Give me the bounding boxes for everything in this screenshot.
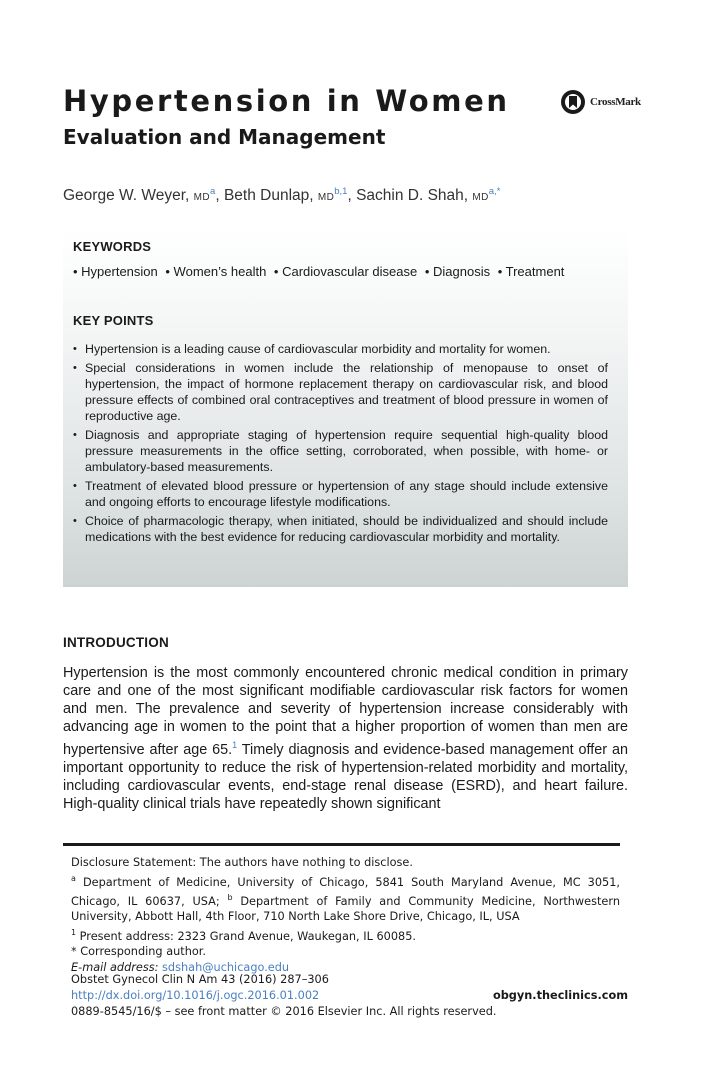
email-link[interactable]: sdshah@uchicago.edu: [162, 960, 290, 974]
crossmark-label: CrossMark: [590, 96, 641, 108]
keywords-keypoints-box: [63, 230, 628, 587]
keywords-list: [73, 264, 568, 279]
corresponding-author: * Corresponding author.: [71, 945, 206, 959]
key-point-item: • Hypertension is a leading cause of cardiovascular morbidity and mortality for women.: [73, 341, 608, 357]
key-points-heading: KEY POINTS: [73, 313, 154, 328]
keyword-item: • Cardiovascular disease: [273, 264, 418, 279]
author-separator: ,: [215, 187, 224, 205]
author-name: Sachin D. Shah,: [356, 187, 473, 205]
present-address-mark: 1: [71, 927, 77, 937]
affiliation-mark: b: [227, 892, 233, 902]
article-subtitle: Evaluation and Management: [63, 125, 386, 149]
journal-citation: Obstet Gynecol Clin N Am 43 (2016) 287–306: [71, 973, 329, 986]
affiliation-a: Department of Medicine, University of Chicago, 5841 South Maryland Avenue, MC 3051, Chicago, IL 60637, USA;: [71, 875, 620, 908]
key-point-item: • Treatment of elevated blood pressure or hypertension of any stage should include extensive and ongoing efforts to encourage lifestyle modifications.: [73, 478, 608, 510]
publication-info: [71, 972, 628, 1020]
introduction-text: Timely diagnosis and evidence-based management offer an important opportunity to reduce the risk of hypertension-related morbidity and mortality, including cardiovascular events, end-stage renal disease (ESRD), and heart failure. High-quality clinical trials have repeatedly shown significant: [63, 742, 628, 813]
crossmark-icon: [560, 89, 586, 115]
keyword-item: • Diagnosis: [424, 264, 491, 279]
present-address: [71, 925, 620, 944]
keyword-item: • Hypertension: [73, 264, 158, 279]
affiliation-mark: a: [71, 873, 76, 883]
author-affiliation-mark[interactable]: b,1: [334, 186, 348, 197]
author-name: Beth Dunlap,: [223, 187, 318, 205]
doi-link[interactable]: http://dx.doi.org/10.1016/j.ogc.2016.01.002: [71, 989, 320, 1002]
present-address-text: Present address: 2323 Grand Avenue, Waukegan, IL 60085.: [76, 929, 416, 943]
key-points-list: [73, 341, 608, 548]
key-point-item: • Special considerations in women include the relationship of menopause to onset of hypertension, the impact of hormone replacement therapy on cardiovascular risk, and blood pressure effects of combined oral contraceptives and treatment of blood pressure in women of reproductive age.: [73, 360, 608, 424]
author-degree: MD: [472, 192, 489, 204]
key-point-item: • Diagnosis and appropriate staging of hypertension require sequential high-quality blood pressure measurements in the office setting, corroborated, when possible, with home- or ambulatory-based measurements.: [73, 427, 608, 475]
keyword-item: • Women’s health: [165, 264, 267, 279]
key-point-item: • Choice of pharmacologic therapy, when initiated, should be individualized and should include medications with the best evidence for reducing cardiovascular morbidity and mortality.: [73, 513, 608, 545]
journal-website[interactable]: obgyn.theclinics.com: [492, 989, 628, 1002]
author-degree: MD: [317, 192, 335, 204]
footnotes: [71, 855, 620, 975]
author-degree: MD: [193, 192, 211, 204]
reference-link[interactable]: 1: [232, 740, 238, 751]
keyword-item: • Treatment: [497, 264, 565, 279]
crossmark-badge[interactable]: [560, 89, 641, 115]
author-list: [63, 186, 500, 205]
author-separator: ,: [347, 187, 357, 205]
introduction-text: Hypertension is the most commonly encountered chronic medical condition in primary care and one of the most significant modifiable cardiovascular risk factors for women and men. The prevalence and severity of hypertension increase considerably with advancing age in women to the point that a higher proportion of women than men are hypertensive after age 65.: [63, 665, 628, 759]
introduction-heading: INTRODUCTION: [63, 635, 169, 650]
keywords-heading: KEYWORDS: [73, 239, 152, 254]
copyright-line: 0889-8545/16/$ – see front matter © 2016 Elsevier Inc. All rights reserved.: [71, 1005, 497, 1018]
affiliations: [71, 871, 620, 925]
affiliation-b: Department of Family and Community Medicine, Northwestern University, Abbott Hall, 4th Floor, 710 North Lake Shore Drive, Chicago, IL, USA: [71, 894, 620, 924]
email-label: E-mail address:: [71, 960, 159, 974]
introduction-paragraph: [63, 664, 628, 814]
author-affiliation-mark[interactable]: a,*: [488, 186, 501, 197]
author-affiliation-mark[interactable]: a: [210, 186, 216, 197]
disclosure-statement: Disclosure Statement: The authors have nothing to disclose.: [71, 856, 413, 869]
author-name: George W. Weyer,: [63, 187, 194, 205]
article-title: Hypertension in Women: [63, 84, 510, 118]
footnote-divider: [63, 843, 620, 846]
